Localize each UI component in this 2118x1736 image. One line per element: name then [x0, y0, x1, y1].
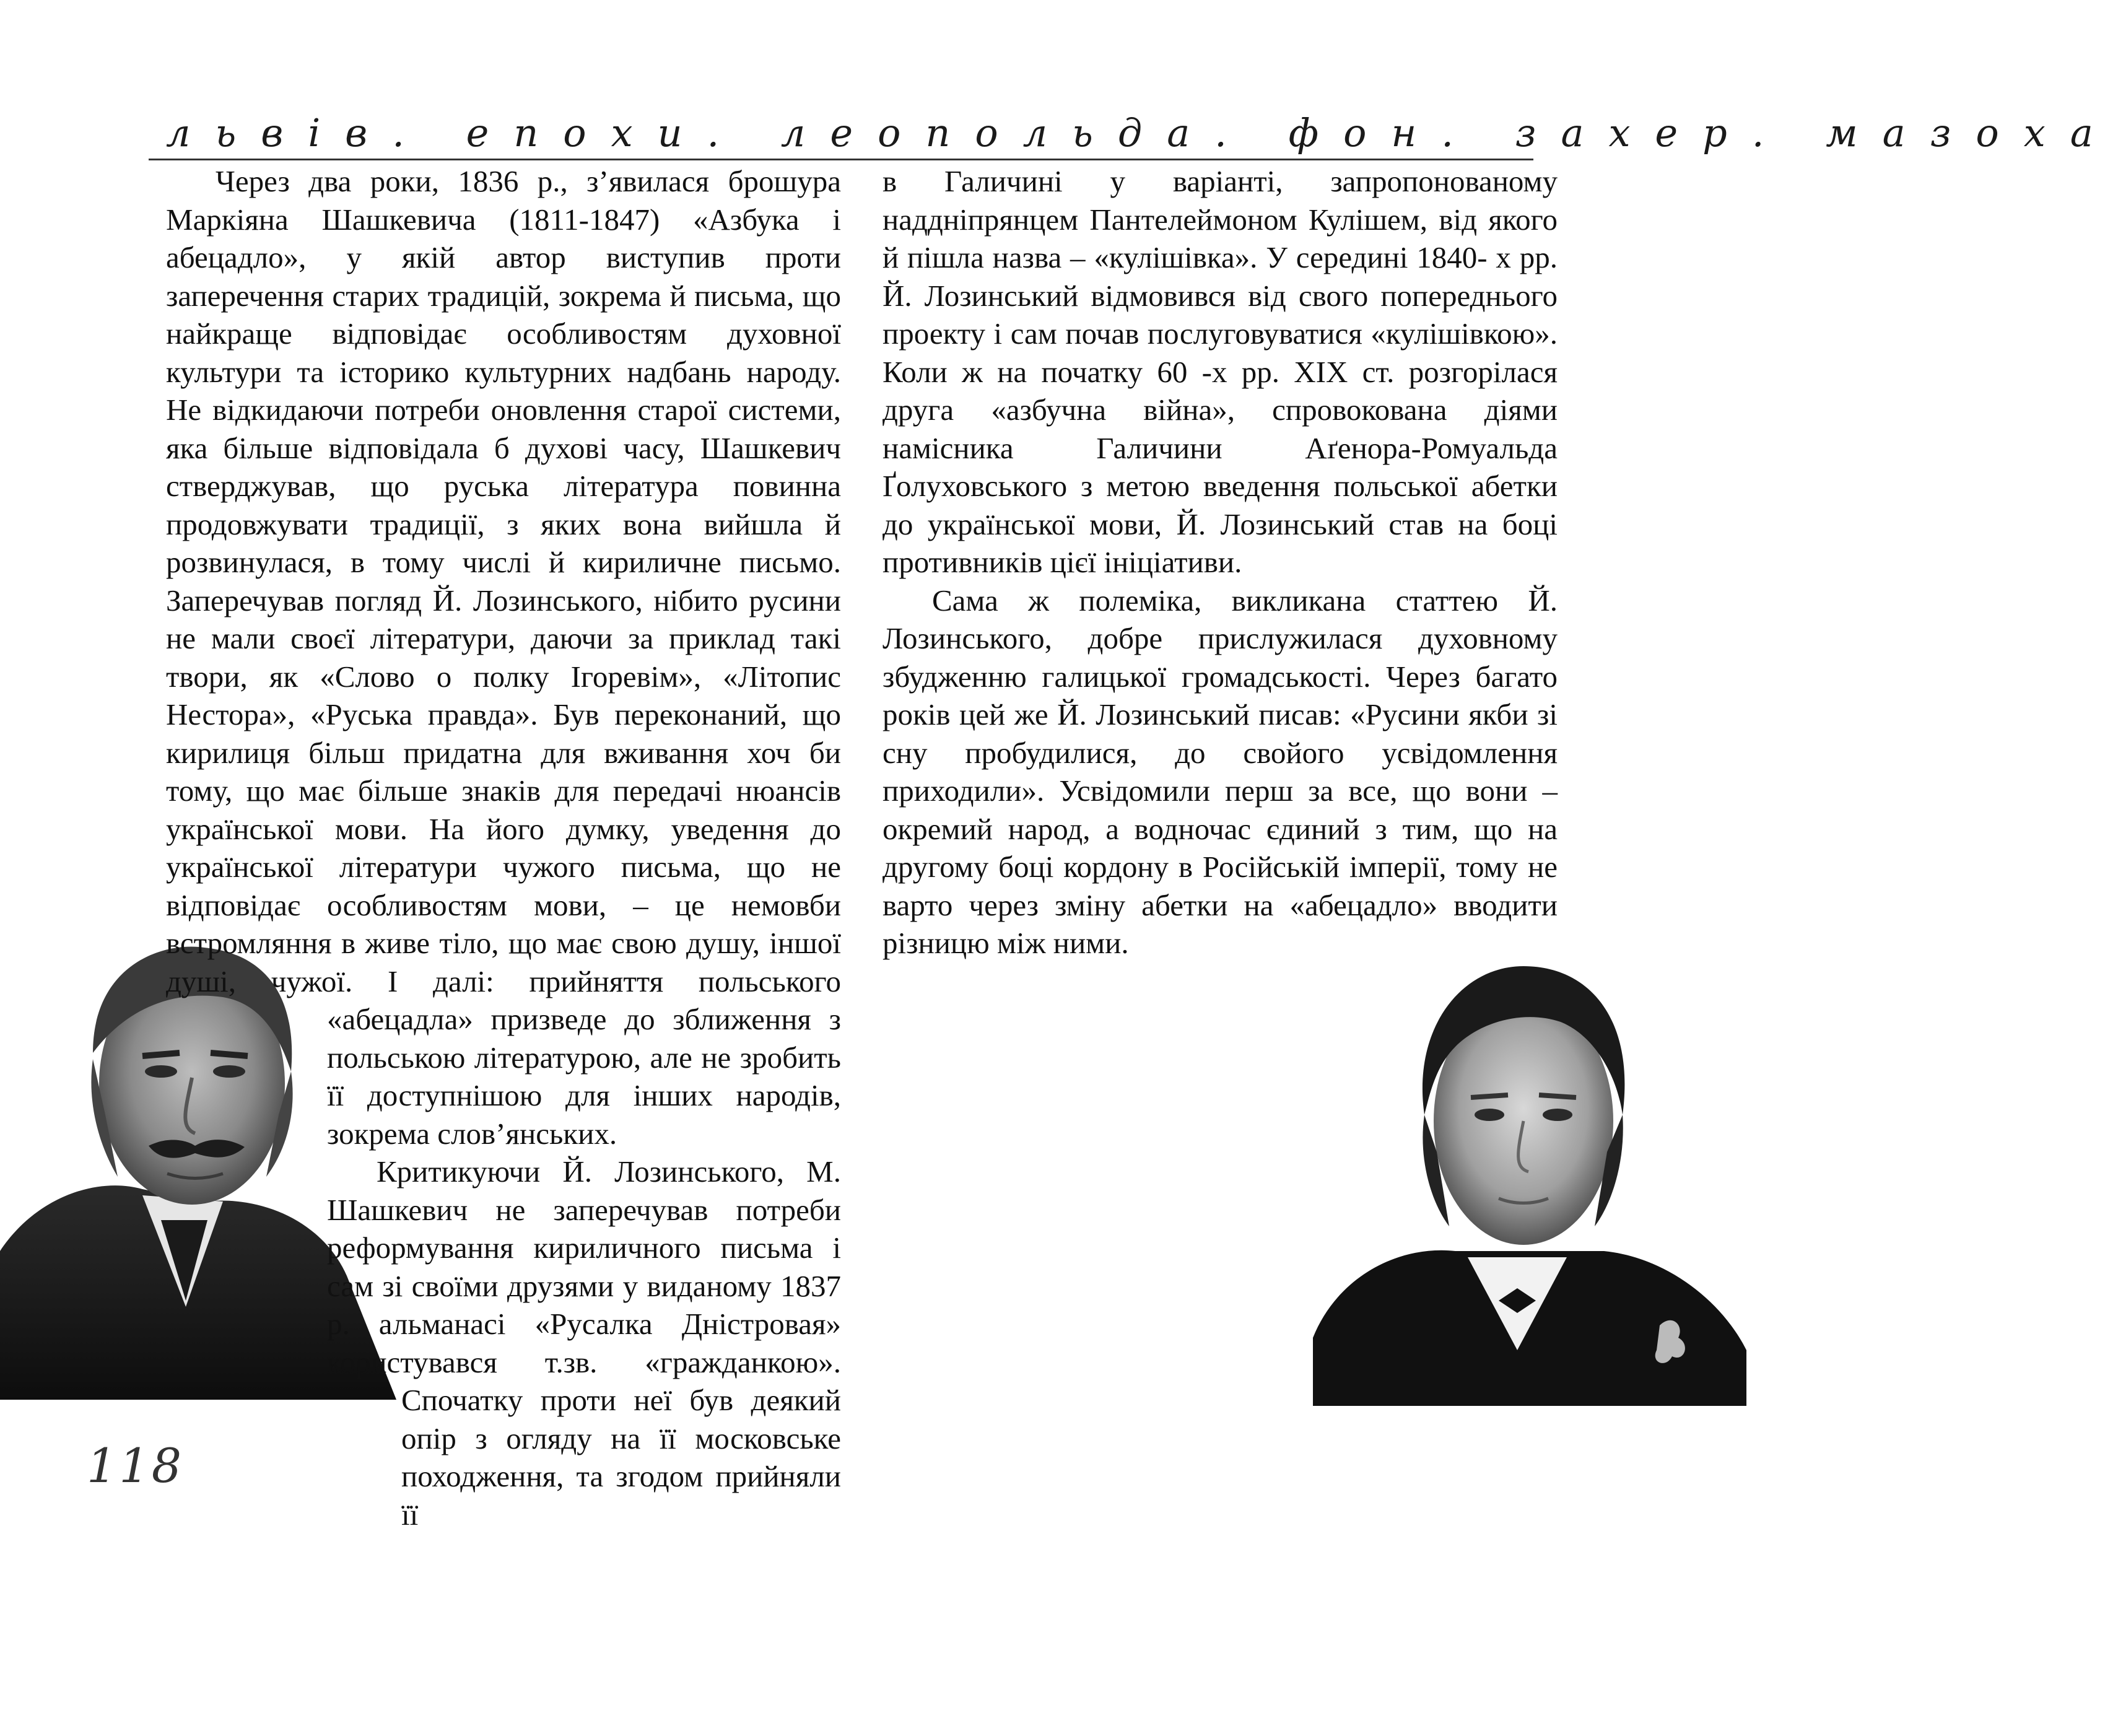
portrait-lozynskyi [1313, 954, 1746, 1406]
paragraph-left-1: Через два роки, 1836 р., з’явилася брошура Маркіяна Шашкевича (1811-1847) «Азбука і абецадло», у якій автор виступив проти заперечення старих традицій, зокрема й письма, що найкраще відповідає особливостям духовної культури та історико культурних надбань народу. Не відкидаючи потреби оновлення старої системи, яка більше відповідала б духові часу, Шашкевич стверджував, що руська література повинна продовжувати традиції, з яких вона вийшла й розвинулася, в тому числі й кириличне письмо. Заперечував погляд Й. Лозинського, нібито русини не мали своєї літератури, даючи за приклад такі твори, як «Слово о полку Ігоревім», «Літопис Нестора», «Руська правда». Був переконаний, що кирилиця більш придатна для вживання хоч би тому, що має більше знаків для передачі нюансів української мови. На його думку, уведення до української літератури чужого письма, що не відповідає особливостям мови, – це немовби встромляння в живе тіло, що має свою душу, іншої душі, чужої. І далі: прийняття польського «абецадла» призведе до зближення з польською літературою, але не зробить її доступнішою для інших народів, зокрема слов’янських. [166, 164, 841, 1151]
page-number: 118 [87, 1438, 185, 1493]
header-rule [149, 159, 1533, 160]
paragraph-right-2: Сама ж полеміка, викликана статтею Й. Лозинського, добре прислужилася духовному збудженню галицької громадськості. Через багато років цей же Й. Лозинський писав: «Русини якби зі сну пробудилися, до свойого усвідомлення приходили». Усвідомили перш за все, що вони – окремий народ, а водночас єдиний з тим, що на другому боці кордону в Російській імперії, тому не варто через зміну абетки на «абецадло» вводити різницю між ними. [882, 583, 1558, 960]
portrait-lozynskyi-image [1313, 954, 1746, 1406]
right-column [882, 162, 1558, 962]
paragraph-left-2: Критикуючи Й. Лозинського, М. Шашкевич не заперечував потреби реформування кириличного письма і сам зі своїми друзями у виданому 1837 р. альманасі «Русалка Дністровая» користувався т.зв. «гражданкою». Спочатку проти неї був деякий опір з огляду на її московське походження, та згодом прийняли її [327, 1154, 841, 1532]
left-column [166, 162, 841, 1708]
running-head: львів. епохи. леопольда. фон. захер. мазоха [166, 110, 2118, 155]
paragraph-right-1: в Галичині у варіанті, запропонованому наддніпрянцем Пантелеймоном Кулішем, від якого й пішла назва – «кулішівка». У середині 1840- х рр. Й. Лозинський відмовився від свого попереднього проекту і сам почав послуговуватися «кулішівкою». Коли ж на початку 60 -х рр. XIX ст. розгорілася друга «азбучна війна», спровокована діями намісника Галичини Аґенора-Ромуальда Ґолуховського з метою введення польської абетки до української мови, Й. Лозинський став на боці противників цієї ініціативи. [882, 164, 1558, 579]
